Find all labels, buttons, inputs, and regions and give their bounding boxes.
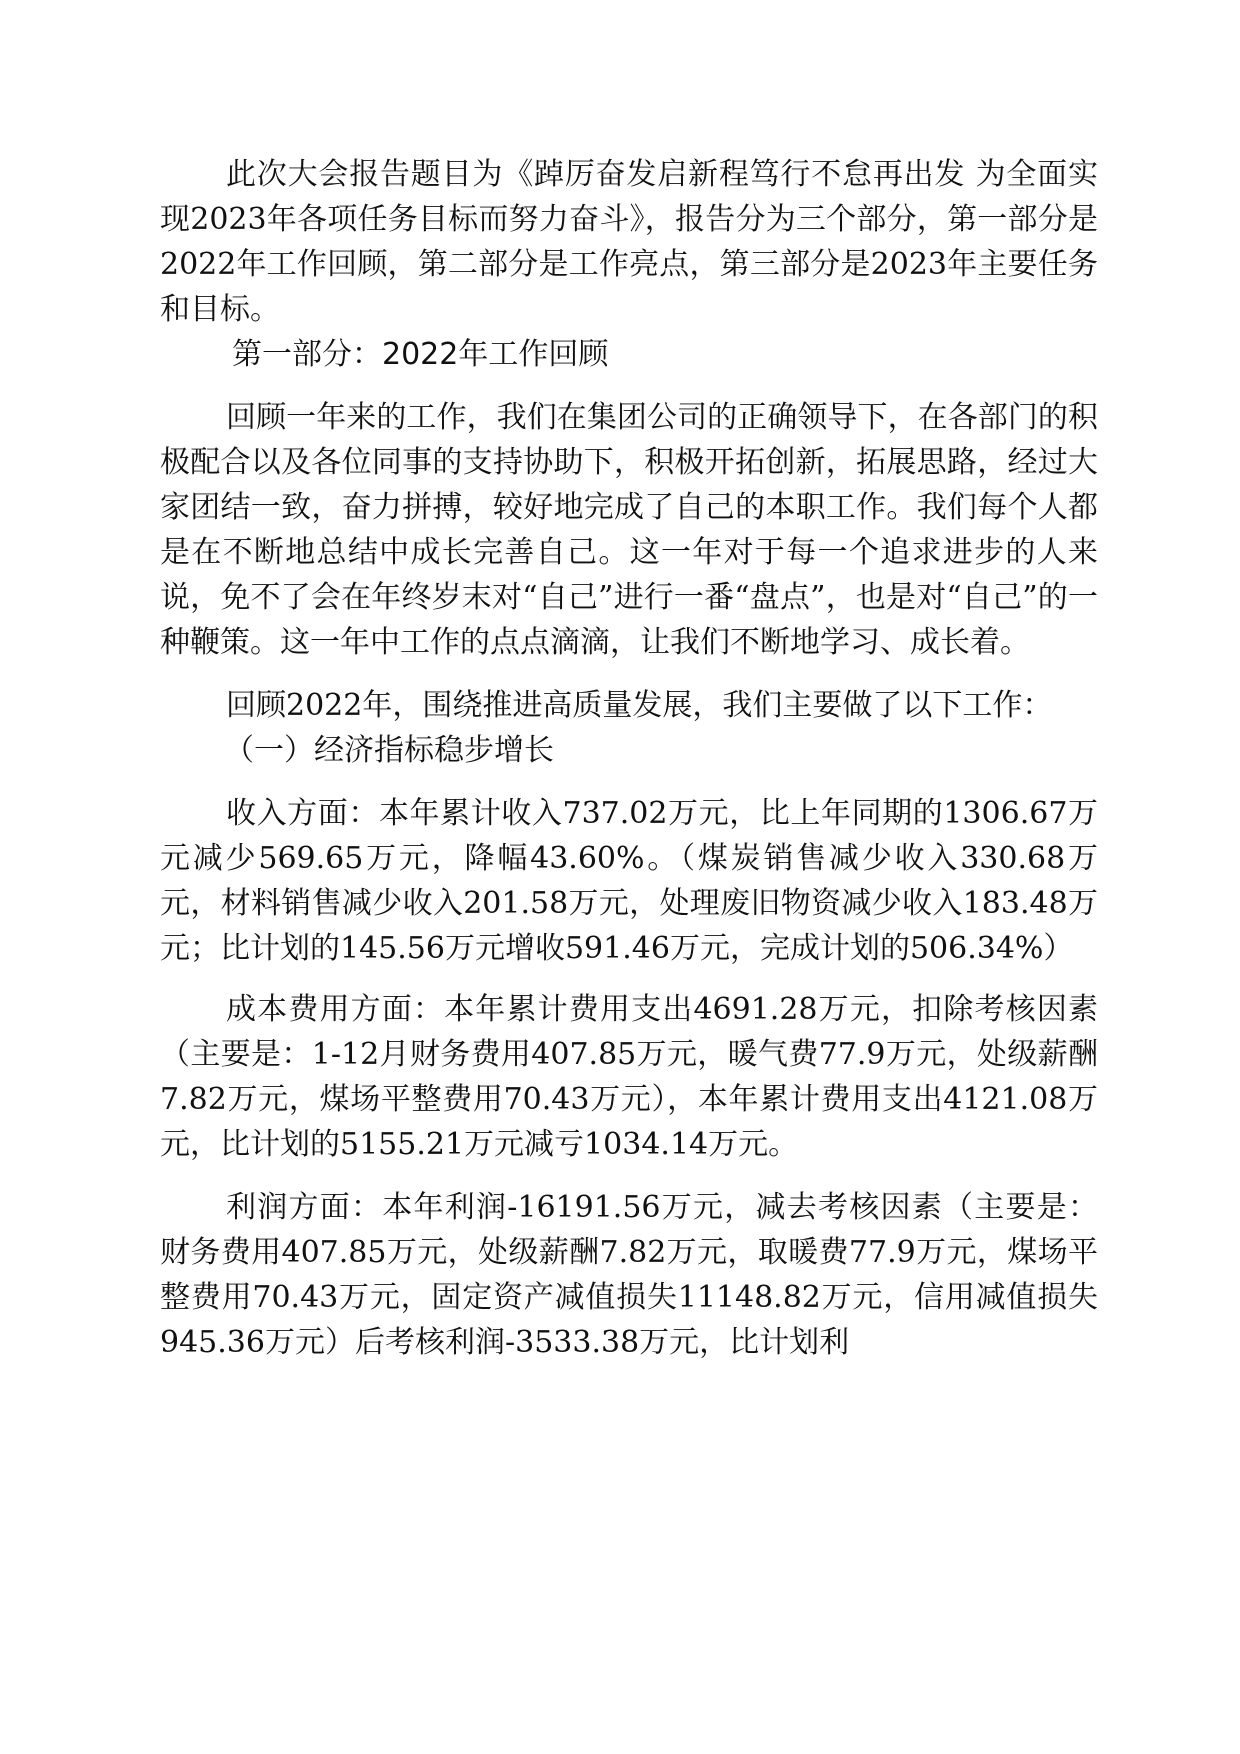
cost-paragraph: 成本费用方面：本年累计费用支出4691.28万元，扣除考核因素（主要是：1-12月财务费用407.85万元，暖气费77.9万元，处级薪酬7.82万元，煤场平整费用70.43万元），本年累计费用支出4121.08万元，比计划的5155.21万元减亏1034.14万元。 — [160, 992, 1098, 1162]
intro-paragraph: 此次大会报告题目为《踔厉奋发启新程笃行不怠再出发 为全面实现2023年各项任务目标而努力奋斗》，报告分为三个部分，第一部分是2022年工作回顾，第二部分是工作亮点，第三部分是2023年主要任务和目标。 — [160, 157, 1098, 327]
profit-paragraph: 利润方面：本年利润-16191.56万元，减去考核因素（主要是：财务费用407.85万元，处级薪酬7.82万元，取暖费77.9万元，煤场平整费用70.43万元，固定资产减值损失11148.82万元，信用减值损失945.36万元）后考核利润-3533.38万元，比计划利 — [160, 1190, 1098, 1360]
document-page — [160, 152, 1098, 1365]
section-one-heading: （一）经济指标稳步增长 — [224, 733, 554, 768]
part-one-heading: 第一部分：2022年工作回顾 — [232, 337, 609, 372]
income-paragraph: 收入方面：本年累计收入737.02万元，比上年同期的1306.67万元减少569.65万元，降幅43.60%。（煤炭销售减少收入330.68万元，材料销售减少收入201.58万元，处理废旧物资减少收入183.48万元；比计划的145.56万元增收591.46万元，完成计划的506.34%） — [160, 796, 1098, 966]
review-2022-paragraph: 回顾2022年，围绕推进高质量发展，我们主要做了以下工作： — [226, 688, 1053, 723]
review-paragraph: 回顾一年来的工作，我们在集团公司的正确领导下，在各部门的积极配合以及各位同事的支持协助下，积极开拓创新，拓展思路，经过大家团结一致，奋力拼搏，较好地完成了自己的本职工作。我们每个人都是在不断地总结中成长完善自己。这一年对于每一个追求进步的人来说，免不了会在年终岁末对“自己”进行一番“盘点”，也是对“自己”的一种鞭策。这一年中工作的点点滴滴，让我们不断地学习、成长着。 — [160, 400, 1098, 660]
